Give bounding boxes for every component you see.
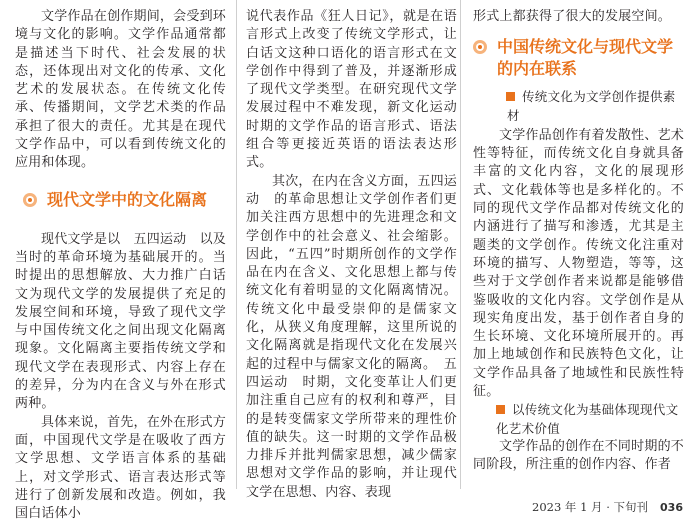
issue-date: 2023 年 1 月 · 下旬刊 bbox=[532, 500, 649, 514]
circle-bullet-icon bbox=[23, 193, 37, 207]
page-footer bbox=[532, 499, 683, 515]
paragraph-continued-col3: 形式上都获得了很大的发展空间。 bbox=[473, 9, 672, 24]
section-heading-text: 现代文学中的文化隔离 bbox=[47, 189, 208, 209]
paragraph-internal-meaning: 其次，在内在含义方面，五四运动 的革命思想让文学创作者们更加关注西方思想中的先进理念和文学创作中的社会意义、社会缩影。因此，“五四”时期所创作的文学作品在内在含义、文化思想上都与传统文化有着明显的文化隔离情况。传统文化中最受崇仰的是儒家文化，从狭义角度理解，这里所说的文化隔离就是指现代文化在发展兴起的过程中与儒家文化的隔离。 五四运动 时期，文化变革让人们更加注重自己应有的权利和尊严，目的是转变儒家文学所带来的理性价值的缺失。这一时期的文学作品极力排斥并批判儒家思想，减少儒家思想对文学作品的影响，并让现代文学在思想、内容、表现 bbox=[246, 173, 457, 500]
subheading-text: 传统文化为文学创作提供素材 bbox=[507, 89, 676, 123]
subheading-text: 以传统文化为基础体现现代文化艺术价值 bbox=[496, 402, 679, 436]
paragraph-continued: 说代表作品《狂人日记》，就是在语言形式上改变了传统文学形式，让白话文这种口语化的语言形式在文学创作中得到了普及，并逐渐形成了现代文学类型。在研究现代文学发展过程中不难发现，新文化运动时期的文学作品的语言形式、语法组合等更接近英语的语法表达形式。 bbox=[246, 9, 457, 171]
paragraph-intro: 文学作品在创作期间，会受到环境与文化的影响。文学作品通常都是描述当下时代、社会发展的状态，还体现出对文化的传承、文化艺术的发展状态。在传统文化传承、传播期间，文学艺术类的作品承担了很大的责任。尤其是在现代文学作品中，可以看到传统文化的应用和体现。 bbox=[15, 9, 226, 171]
paragraph-modern-literature: 现代文学是以 五四运动 以及当时的革命环境为基础展开的。当时提出的思想解放、大力推广白话文为现代文学的发展提供了充足的发展空间和环境，导致了现代文学与中国传统文化之间出现文化隔离现象。文化隔离主要指传统文学和现代文学在表现形式、内容上存在的差异，分为内在含义与外在形式两种。 bbox=[15, 231, 226, 412]
column-1 bbox=[15, 8, 226, 523]
circle-bullet-icon bbox=[473, 40, 487, 54]
subheading-art-value bbox=[496, 401, 684, 438]
column-3 bbox=[473, 8, 684, 475]
column-divider-left bbox=[236, 0, 237, 489]
page-number: 036 bbox=[660, 501, 683, 514]
column-divider-right bbox=[460, 0, 461, 489]
section-heading-cultural-isolation bbox=[23, 189, 226, 211]
subheading-material-source bbox=[507, 88, 684, 125]
square-bullet-icon bbox=[496, 405, 505, 414]
paragraph-traditional-material: 文学作品创作有着发散性、艺术性等特征，而传统文化自身就具备丰富的文化内容，文化的展现形式、文化载体等也是多样化的。不同的现代文学作品都对传统文化的内涵进行了描写和渗透，尤其是主题类的文学创作。传统文化注重对环境的描写、人物塑造，等等，这些对于文学创作者来说都是能够借鉴吸收的文化内容。文学创作是从现实角度出发，基于创作者自身的生长环境、文化环境所展开的。再加上地域创作和民族特色文化，让文学作品具备了地域性和民族性特征。 bbox=[473, 127, 684, 400]
paragraph-external-form: 具体来说，首先，在外在形式方面，中国现代文学是在吸收了西方文学思想、文学语言体系的基础上，对文学形式、语言表达形式等进行了创新发展和改造。例如，我国白话体小 bbox=[15, 414, 226, 522]
section-heading-text: 中国传统文化与现代文学的内在联系 bbox=[497, 37, 674, 79]
paragraph-creation-periods: 文学作品的创作在不同时期的不同阶段，所注重的创作内容、作者 bbox=[473, 438, 684, 473]
square-bullet-icon bbox=[506, 92, 515, 101]
section-heading-inner-connection bbox=[473, 36, 684, 80]
column-2 bbox=[246, 8, 457, 502]
